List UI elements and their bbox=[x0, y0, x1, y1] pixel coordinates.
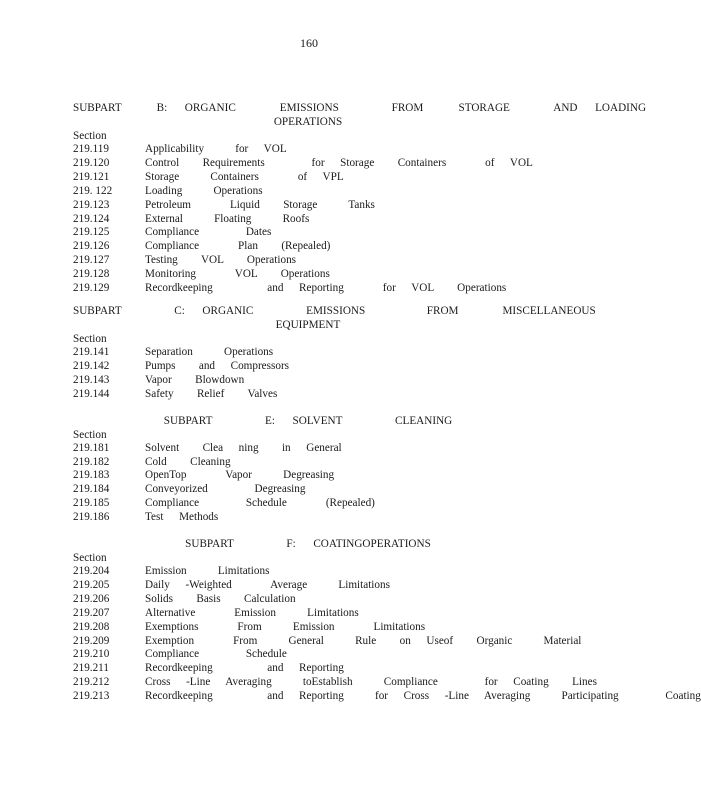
table-of-contents bbox=[73, 101, 701, 712]
section-number: 219.129 bbox=[73, 282, 110, 295]
section-row bbox=[73, 268, 543, 282]
section-title: Separation Operations bbox=[145, 345, 274, 358]
section-row bbox=[73, 388, 543, 402]
section-row bbox=[73, 282, 543, 296]
section-list bbox=[73, 565, 701, 704]
section-row bbox=[73, 497, 543, 511]
section-row bbox=[73, 254, 543, 268]
section-number: 219.125 bbox=[73, 226, 110, 239]
subpart-title-line1: SUBPART C: ORGANIC EMISSIONS FROM MISCELLANEOUS bbox=[73, 304, 596, 317]
section-number: 219.209 bbox=[73, 634, 110, 647]
section-row bbox=[73, 690, 701, 704]
section-number: 219.128 bbox=[73, 268, 110, 281]
section-number: 219.213 bbox=[73, 690, 110, 703]
section-row bbox=[73, 676, 597, 690]
section-row bbox=[73, 346, 543, 360]
section-list bbox=[73, 346, 543, 402]
section-row bbox=[73, 374, 543, 388]
section-number: 219.184 bbox=[73, 483, 110, 496]
section-title: Exemptions From Emission Limitations bbox=[145, 620, 426, 633]
section-row bbox=[73, 483, 543, 497]
section-row bbox=[73, 607, 543, 621]
section-number: 219.142 bbox=[73, 359, 110, 372]
section-number: 219.141 bbox=[73, 345, 110, 358]
section-title: Loading Operations bbox=[145, 184, 263, 197]
section-row bbox=[73, 360, 543, 374]
section-row bbox=[73, 511, 543, 525]
section-number: 219.186 bbox=[73, 511, 110, 524]
section-row bbox=[73, 143, 543, 157]
section-number: 219.212 bbox=[73, 676, 110, 689]
section-number: 219.120 bbox=[73, 156, 110, 169]
section-number: 219.119 bbox=[73, 143, 109, 155]
section-number: 219.144 bbox=[73, 387, 110, 400]
section-row bbox=[73, 469, 543, 483]
section-number: 219.206 bbox=[73, 592, 110, 605]
section-title: Recordkeeping and Reporting for VOL Operations bbox=[145, 282, 507, 295]
section-title: Daily -Weighted Average Limitations bbox=[145, 578, 390, 591]
section-title: Compliance Plan (Repealed) bbox=[145, 240, 331, 253]
section-number: 219.126 bbox=[73, 240, 110, 253]
subpart-b-title bbox=[73, 101, 647, 129]
section-number: 219.183 bbox=[73, 469, 110, 482]
section-title: Petroleum Liquid Storage Tanks bbox=[145, 198, 375, 211]
section-title: Compliance Schedule (Repealed) bbox=[145, 497, 375, 510]
section-number: 219.143 bbox=[73, 373, 110, 386]
section-number: 219.181 bbox=[73, 441, 110, 454]
section-row bbox=[73, 171, 543, 185]
section-title: Testing VOL Operations bbox=[145, 254, 297, 267]
section-title: Solids Basis Calculation bbox=[145, 592, 296, 605]
section-title: Applicability for VOL bbox=[145, 143, 287, 155]
section-number: 219.124 bbox=[73, 212, 110, 225]
section-title: Recordkeeping and Reporting bbox=[145, 662, 344, 675]
subpart-title-line2: EQUIPMENT bbox=[275, 318, 341, 331]
subpart-title-line1: SUBPART B: ORGANIC EMISSIONS FROM STORAGE AND LOADING bbox=[73, 102, 647, 114]
section-label: Section bbox=[73, 552, 107, 565]
section-title: Cross -Line Averaging toEstablish Compliance for Coating Lines bbox=[145, 676, 597, 689]
section-number: 219.182 bbox=[73, 455, 110, 468]
section-number: 219.127 bbox=[73, 254, 110, 267]
section-number: 219.208 bbox=[73, 620, 110, 633]
section-number: 219.205 bbox=[73, 578, 110, 591]
subpart-b bbox=[73, 101, 647, 296]
section-label: Section bbox=[73, 332, 107, 345]
section-number: 219. 122 bbox=[73, 184, 113, 197]
section-title: Exemption From General Rule on Useof Organic Material bbox=[145, 634, 582, 647]
subpart-title-line2: OPERATIONS bbox=[273, 116, 343, 128]
section-number: 219.123 bbox=[73, 198, 110, 211]
section-title: Emission Limitations bbox=[145, 565, 270, 578]
section-number: 219.207 bbox=[73, 606, 110, 619]
section-row bbox=[73, 579, 543, 593]
page-number: 160 bbox=[300, 36, 318, 50]
section-title: Control Requirements for Storage Containers of VOL bbox=[145, 156, 533, 169]
section-title: Storage Containers of VPL bbox=[145, 170, 344, 183]
section-title: Solvent Clea ning in General bbox=[145, 441, 342, 454]
section-row bbox=[73, 157, 543, 171]
section-number: 219.211 bbox=[73, 662, 109, 675]
section-number: 219.210 bbox=[73, 648, 110, 661]
section-title: Compliance Dates bbox=[145, 226, 272, 239]
section-title: Recordkeeping and Reporting for Cross -Line Averaging Participating Coating bbox=[145, 690, 701, 703]
subpart-f bbox=[73, 537, 701, 704]
section-title: Alternative Emission Limitations bbox=[145, 606, 359, 619]
subpart-c bbox=[73, 304, 596, 402]
section-title: External Floating Roofs bbox=[145, 212, 310, 225]
section-title: Conveyorized Degreasing bbox=[145, 483, 306, 496]
subpart-e bbox=[73, 414, 543, 525]
subpart-title-line1: SUBPART E: SOLVENT CLEANING bbox=[163, 414, 453, 427]
section-row bbox=[73, 185, 543, 199]
section-row bbox=[73, 648, 543, 662]
section-title: Monitoring VOL Operations bbox=[145, 268, 330, 281]
section-row bbox=[73, 593, 543, 607]
subpart-title-line1: SUBPART F: COATINGOPERATIONS bbox=[185, 538, 431, 551]
section-row bbox=[73, 240, 543, 254]
subpart-e-title bbox=[73, 414, 543, 428]
section-row bbox=[73, 634, 582, 649]
section-title: Safety Relief Valves bbox=[145, 387, 278, 400]
section-number: 219.204 bbox=[73, 565, 110, 578]
section-row bbox=[73, 621, 543, 635]
section-row bbox=[73, 456, 543, 470]
section-list bbox=[73, 442, 543, 525]
section-number: 219.185 bbox=[73, 497, 110, 510]
section-row bbox=[73, 213, 543, 227]
section-row bbox=[73, 565, 543, 579]
section-row bbox=[73, 199, 543, 213]
section-title: Test Methods bbox=[145, 511, 219, 524]
section-list bbox=[73, 143, 543, 296]
section-title: Vapor Blowdown bbox=[145, 373, 245, 386]
section-label: Section bbox=[73, 130, 107, 142]
section-title: OpenTop Vapor Degreasing bbox=[145, 469, 335, 482]
section-row bbox=[73, 442, 543, 456]
section-title: Pumps and Compressors bbox=[145, 359, 290, 372]
section-number: 219.121 bbox=[73, 170, 110, 183]
section-row bbox=[73, 226, 543, 240]
subpart-c-title bbox=[73, 304, 596, 332]
section-label: Section bbox=[73, 428, 107, 441]
section-title: Cold Cleaning bbox=[145, 455, 231, 468]
subpart-f-title bbox=[73, 537, 543, 551]
section-row bbox=[73, 662, 543, 676]
section-title: Compliance Schedule bbox=[145, 648, 287, 661]
